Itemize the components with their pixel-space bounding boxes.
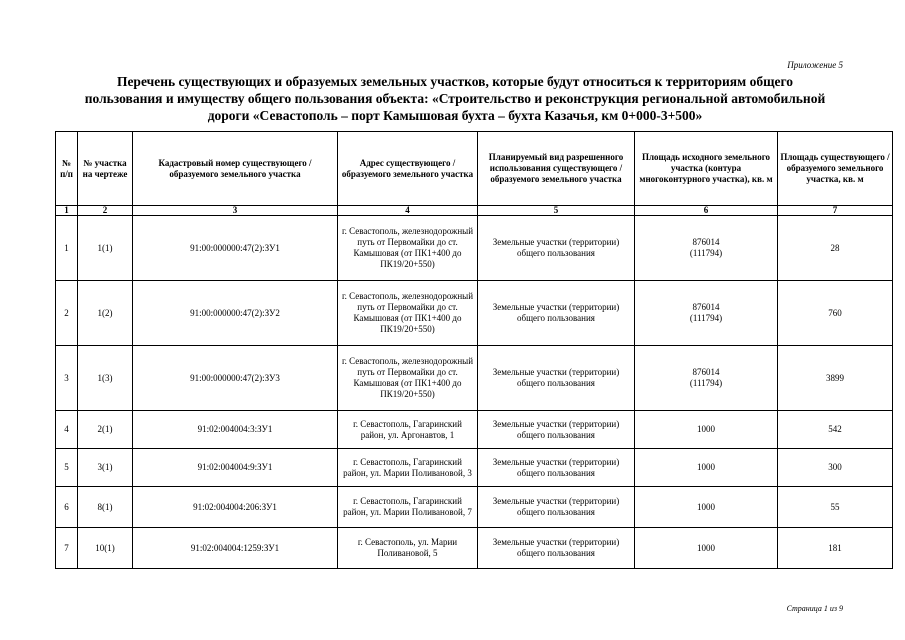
- cell-cadastral-number: 91:00:000000:47(2):ЗУ1: [133, 216, 338, 281]
- cell-permitted-use: Земельные участки (территории) общего пользования: [478, 346, 635, 411]
- cell-plot-area: 760: [778, 281, 893, 346]
- cell-index: 2: [56, 281, 78, 346]
- col-header-permitted-use: Планируемый вид разрешенного использования существующего / образуемого земельного участка: [478, 132, 635, 206]
- cell-index: 7: [56, 528, 78, 569]
- cell-plot-area: 542: [778, 411, 893, 449]
- document-title: [55, 73, 855, 124]
- col-header-cadastral-number: Кадастровый номер существующего / образуемого земельного участка: [133, 132, 338, 206]
- cell-plot-number: 3(1): [78, 449, 133, 487]
- table-row: [56, 281, 893, 346]
- cell-address: г. Севастополь, Гагаринский район, ул. Марии Поливановой, 7: [338, 487, 478, 528]
- col-header-index: № п/п: [56, 132, 78, 206]
- cell-plot-area: 55: [778, 487, 893, 528]
- source-area-contour: (111794): [689, 248, 723, 258]
- source-area-value: 876014: [692, 237, 720, 247]
- cell-source-area: 1000: [635, 528, 778, 569]
- table-row: [56, 216, 893, 281]
- table-row: [56, 449, 893, 487]
- col-header-plot-number: № участка на чертеже: [78, 132, 133, 206]
- cell-index: 5: [56, 449, 78, 487]
- cell-cadastral-number: 91:02:004004:3:ЗУ1: [133, 411, 338, 449]
- cell-cadastral-number: 91:00:000000:47(2):ЗУ2: [133, 281, 338, 346]
- cell-index: 4: [56, 411, 78, 449]
- cell-plot-area: 28: [778, 216, 893, 281]
- cell-address: г. Севастополь, железнодорожный путь от Первомайки до ст. Камышовая (от ПК1+400 до ПК19/20+550): [338, 346, 478, 411]
- cell-index: 3: [56, 346, 78, 411]
- col-header-address: Адрес существующего / образуемого земельного участка: [338, 132, 478, 206]
- cell-plot-number: 1(2): [78, 281, 133, 346]
- cell-cadastral-number: 91:02:004004:1259:ЗУ1: [133, 528, 338, 569]
- cell-address: г. Севастополь, железнодорожный путь от Первомайки до ст. Камышовая (от ПК1+400 до ПК19/20+550): [338, 281, 478, 346]
- cell-plot-number: 8(1): [78, 487, 133, 528]
- cell-permitted-use: Земельные участки (территории) общего пользования: [478, 411, 635, 449]
- col-header-source-area: Площадь исходного земельного участка (контура многоконтурного участка), кв. м: [635, 132, 778, 206]
- cell-permitted-use: Земельные участки (территории) общего пользования: [478, 528, 635, 569]
- cell-plot-number: 1(1): [78, 216, 133, 281]
- table-row: [56, 487, 893, 528]
- cell-address: г. Севастополь, Гагаринский район, ул. Марии Поливановой, 3: [338, 449, 478, 487]
- cell-source-area: [635, 346, 778, 411]
- cell-permitted-use: Земельные участки (территории) общего пользования: [478, 281, 635, 346]
- table-row: [56, 411, 893, 449]
- col-number: 1: [56, 206, 78, 216]
- cell-address: г. Севастополь, Гагаринский район, ул. Аргонавтов, 1: [338, 411, 478, 449]
- cell-index: 6: [56, 487, 78, 528]
- col-number: 4: [338, 206, 478, 216]
- col-number: 2: [78, 206, 133, 216]
- cell-address: г. Севастополь, ул. Марии Поливановой, 5: [338, 528, 478, 569]
- cell-source-area: 1000: [635, 487, 778, 528]
- cell-permitted-use: Земельные участки (территории) общего пользования: [478, 487, 635, 528]
- col-header-plot-area: Площадь существующего / образуемого земельного участка, кв. м: [778, 132, 893, 206]
- cell-source-area: 1000: [635, 411, 778, 449]
- cell-index: 1: [56, 216, 78, 281]
- cell-source-area: 1000: [635, 449, 778, 487]
- col-number: 7: [778, 206, 893, 216]
- title-line: Перечень существующих и образуемых земельных участков, которые будут относиться к территориям общего: [116, 74, 794, 89]
- cell-plot-number: 10(1): [78, 528, 133, 569]
- cell-plot-area: 300: [778, 449, 893, 487]
- source-area-contour: (111794): [689, 313, 723, 323]
- cell-plot-area: 181: [778, 528, 893, 569]
- cell-cadastral-number: 91:02:004004:9:ЗУ1: [133, 449, 338, 487]
- source-area-value: 876014: [692, 367, 720, 377]
- page-number: Страница 1 из 9: [786, 604, 843, 613]
- land-plots-table: [55, 131, 893, 569]
- cell-permitted-use: Земельные участки (территории) общего пользования: [478, 216, 635, 281]
- column-number-row: [56, 206, 893, 216]
- appendix-label: Приложение 5: [787, 60, 843, 70]
- table-row: [56, 528, 893, 569]
- cell-permitted-use: Земельные участки (территории) общего пользования: [478, 449, 635, 487]
- source-area-value: 876014: [692, 302, 720, 312]
- cell-plot-number: 2(1): [78, 411, 133, 449]
- source-area-contour: (111794): [689, 378, 723, 388]
- col-number: 3: [133, 206, 338, 216]
- header-row: [56, 132, 893, 206]
- col-number: 5: [478, 206, 635, 216]
- cell-plot-area: 3899: [778, 346, 893, 411]
- cell-plot-number: 1(3): [78, 346, 133, 411]
- cell-address: г. Севастополь, железнодорожный путь от Первомайки до ст. Камышовая (от ПК1+400 до ПК19/20+550): [338, 216, 478, 281]
- cell-cadastral-number: 91:00:000000:47(2):ЗУ3: [133, 346, 338, 411]
- title-line: дороги «Севастополь – порт Камышовая бухта – бухта Казачья, км 0+000-3+500»: [207, 108, 703, 123]
- cell-cadastral-number: 91:02:004004:206:ЗУ1: [133, 487, 338, 528]
- table-row: [56, 346, 893, 411]
- cell-source-area: [635, 216, 778, 281]
- cell-source-area: [635, 281, 778, 346]
- col-number: 6: [635, 206, 778, 216]
- title-line: пользования и имуществу общего пользования объекта: «Строительство и реконструкция региональной автомобильной: [84, 91, 826, 106]
